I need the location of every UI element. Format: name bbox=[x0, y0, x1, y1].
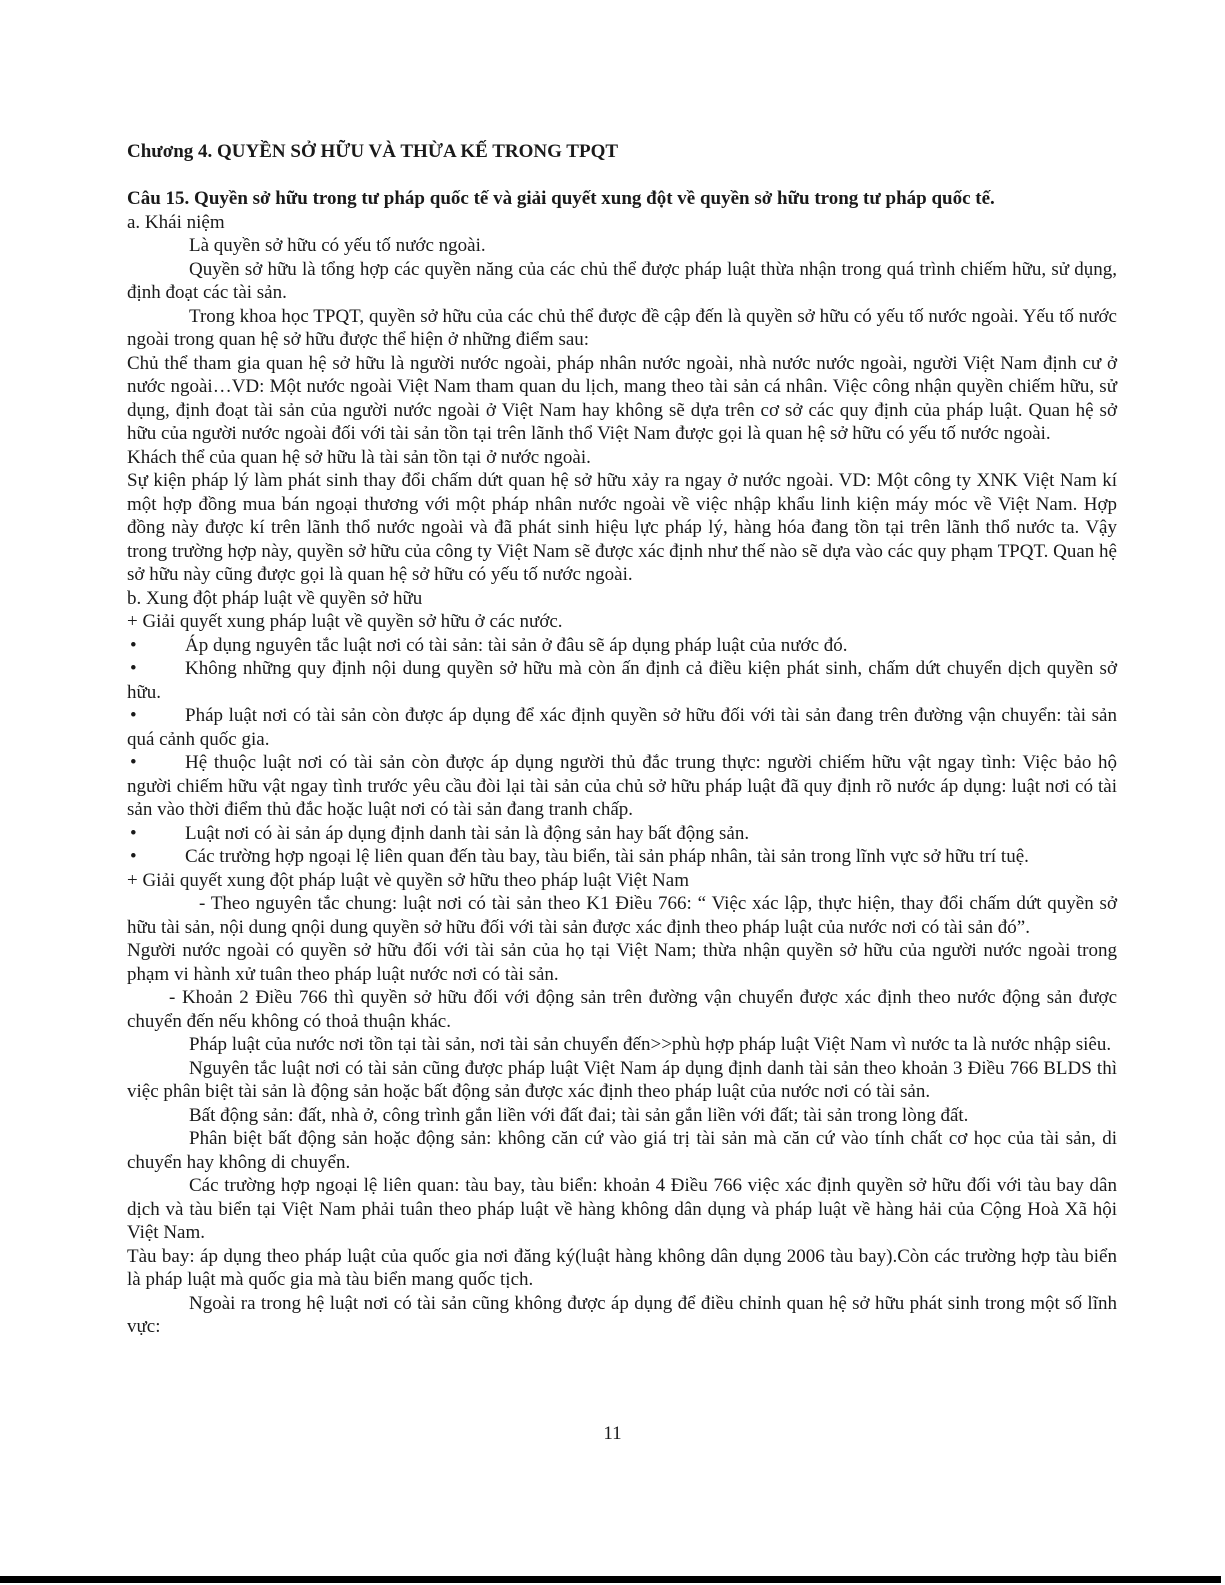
bullet-item bbox=[127, 634, 1117, 658]
paragraph: Tàu bay: áp dụng theo pháp luật của quốc gia nơi đăng ký(luật hàng không dân dụng 2006 tàu bay).Còn các trường hợp tàu biển là pháp luật mà quốc gia mà tàu biển mang quốc tịch. bbox=[127, 1245, 1117, 1290]
chapter-heading: Chương 4. QUYỀN SỞ HỮU VÀ THỪA KẾ TRONG TPQT bbox=[127, 141, 619, 162]
paragraph: Nguyên tắc luật nơi có tài sản cũng được pháp luật Việt Nam áp dụng định danh tài sản theo khoản 3 Điều 766 BLDS thì việc phân biệt tài sản là động sản hoặc bất động sản được xác định theo pháp luật của nước nơi có tài sản. bbox=[127, 1057, 1117, 1102]
paragraph: Người nước ngoài có quyền sở hữu đối với tài sản của họ tại Việt Nam; thừa nhận quyền sở hữu của người nước ngoài trong phạm vi hành xử tuân theo pháp luật nước nơi có tài sản. bbox=[127, 940, 1117, 985]
question-heading: Câu 15. Quyền sở hữu trong tư pháp quốc tế và giải quyết xung đột về quyền sở hữu trong tư pháp quốc tế. bbox=[127, 188, 995, 209]
bullet-text: Hệ thuộc luật nơi có tài sản còn được áp dụng người thủ đắc trung thực: người chiếm hữu vật ngay tình: Việc bảo hộ người chiếm hữu vật ngay tình trước yêu cầu đòi lại tài sản của chủ sở hữu pháp luật đã quy định rõ nước áp dụng: luật nơi có tài sản vào thời điểm thủ đắc hoặc luật nơi có tài sản đang tranh chấp. bbox=[127, 752, 1117, 820]
page-bottom-edge bbox=[0, 1576, 1221, 1583]
bullet-item bbox=[127, 845, 1117, 869]
bullet-item bbox=[127, 657, 1117, 704]
bullet-icon: • bbox=[130, 658, 137, 679]
section-a-heading: a. Khái niệm bbox=[127, 211, 225, 233]
paragraph: Trong khoa học TPQT, quyền sở hữu của các chủ thể được đề cập đến là quyền sở hữu có yếu tố nước ngoài. Yếu tố nước ngoài trong quan hệ sở hữu được thể hiện ở những điểm sau: bbox=[127, 305, 1117, 350]
paragraph: - Khoản 2 Điều 766 thì quyền sở hữu đối với động sản trên đường vận chuyển được xác định theo nước động sản được chuyển đến nếu không có thoả thuận khác. bbox=[127, 987, 1117, 1032]
bullet-icon: • bbox=[130, 634, 137, 656]
bullet-item bbox=[127, 751, 1117, 822]
paragraph: Bất động sản: đất, nhà ở, công trình gắn liền với đất đai; tài sản gắn liền với đất; tài sản trong lòng đất. bbox=[189, 1104, 969, 1126]
document-body bbox=[127, 140, 1117, 1339]
page-number: 11 bbox=[603, 1423, 622, 1444]
bullet-text: Không những quy định nội dung quyền sở hữu mà còn ấn định cả điều kiện phát sinh, chấm dứt chuyển dịch quyền sở hữu. bbox=[127, 658, 1117, 703]
paragraph: + Giải quyết xung đột pháp luật vè quyền sở hữu theo pháp luật Việt Nam bbox=[127, 869, 689, 891]
paragraph: Sự kiện pháp lý làm phát sinh thay đổi chấm dứt quan hệ sở hữu xảy ra ngay ở nước ngoài. VD: Một công ty XNK Việt Nam kí một hợp đồng mua bán ngoại thương với một pháp nhân nước ngoài về việc nhập khẩu linh kiện máy móc về Việt Nam. Hợp đồng này được kí trên lãnh thổ nước ngoài và đã phát sinh hiệu lực pháp lý, hàng hóa đang tồn tại trên lãnh thổ nước ta. Vậy trong trường hợp này, quyền sở hữu của công ty Việt Nam sẽ được xác định như thế nào sẽ dựa vào các quy phạm TPQT. Quan hệ sở hữu này cũng được gọi là quan hệ sở hữu có yếu tố nước ngoài. bbox=[127, 470, 1117, 585]
paragraph: + Giải quyết xung pháp luật về quyền sở hữu ở các nước. bbox=[127, 611, 563, 632]
paragraph: Pháp luật của nước nơi tồn tại tài sản, nơi tài sản chuyển đến>>phù hợp pháp luật Việt Nam vì nước ta là nước nhập siêu. bbox=[189, 1034, 1112, 1055]
bullet-text: Các trường hợp ngoại lệ liên quan đến tàu bay, tàu biển, tài sản pháp nhân, tài sản trong lĩnh vực sở hữu trí tuệ. bbox=[185, 846, 1029, 867]
bullet-text: Luật nơi có ài sản áp dụng định danh tài sản là động sản hay bất động sản. bbox=[185, 822, 750, 844]
paragraph: Các trường hợp ngoại lệ liên quan: tàu bay, tàu biển: khoản 4 Điều 766 việc xác định quyền sở hữu đối với tàu bay dân dịch và tàu biển tại Việt Nam phải tuân theo pháp luật về hàng không dân dụng và pháp luật về hàng hải của Cộng Hoà Xã hội Việt Nam. bbox=[127, 1175, 1117, 1243]
paragraph: - Theo nguyên tắc chung: luật nơi có tài sản theo K1 Điều 766: “ Việc xác lập, thực hiện, thay đổi chấm dứt quyền sở hữu tài sản, nội dung qnội dung quyền sở hữu đối với tài sản được xác định theo pháp luật của nước nơi có tài sản đó”. bbox=[127, 893, 1117, 938]
bullet-text: Áp dụng nguyên tắc luật nơi có tài sản: tài sản ở đâu sẽ áp dụng pháp luật của nước đó. bbox=[185, 634, 848, 656]
bullet-icon: • bbox=[130, 752, 137, 773]
paragraph: Ngoài ra trong hệ luật nơi có tài sản cũng không được áp dụng để điều chỉnh quan hệ sở hữu phát sinh trong một số lĩnh vực: bbox=[127, 1292, 1117, 1337]
bullet-item bbox=[127, 704, 1117, 751]
section-b-heading: b. Xung đột pháp luật về quyền sở hữu bbox=[127, 587, 423, 609]
paragraph: Khách thể của quan hệ sở hữu là tài sản tồn tại ở nước ngoài. bbox=[127, 446, 591, 468]
paragraph: Quyền sở hữu là tổng hợp các quyền năng của các chủ thể được pháp luật thừa nhận trong quá trình chiếm hữu, sử dụng, định đoạt các tài sản. bbox=[127, 258, 1117, 303]
paragraph: Phân biệt bất động sản hoặc động sản: không căn cứ vào giá trị tài sản mà căn cứ vào tính chất cơ học của tài sản, di chuyển hay không di chuyển. bbox=[127, 1128, 1117, 1173]
bullet-icon: • bbox=[130, 705, 137, 726]
bullet-item bbox=[127, 822, 1117, 846]
bullet-text: Pháp luật nơi có tài sản còn được áp dụng để xác định quyền sở hữu đối với tài sản đang trên đường vận chuyển: tài sản quá cảnh quốc gia. bbox=[127, 705, 1117, 750]
bullet-icon: • bbox=[130, 846, 137, 867]
paragraph: Là quyền sở hữu có yếu tố nước ngoài. bbox=[189, 235, 486, 256]
bullet-icon: • bbox=[130, 822, 137, 844]
paragraph: Chủ thể tham gia quan hệ sở hữu là người nước ngoài, pháp nhân nước ngoài, nhà nước nước ngoài, người Việt Nam định cư ở nước ngoài…VD: Một nước ngoài Việt Nam tham quan du lịch, mang theo tài sản cá nhân. Việc công nhận quyền chiếm hữu, sử dụng, định đoạt tài sản của người nước ngoài ở Việt Nam hay không sẽ dựa trên cơ sở các quy định của pháp luật. Quan hệ sở hữu của người nước ngoài đối với tài sản tồn tại trên lãnh thổ Việt Nam được gọi là quan hệ sở hữu có yếu tố nước ngoài. bbox=[127, 352, 1117, 444]
